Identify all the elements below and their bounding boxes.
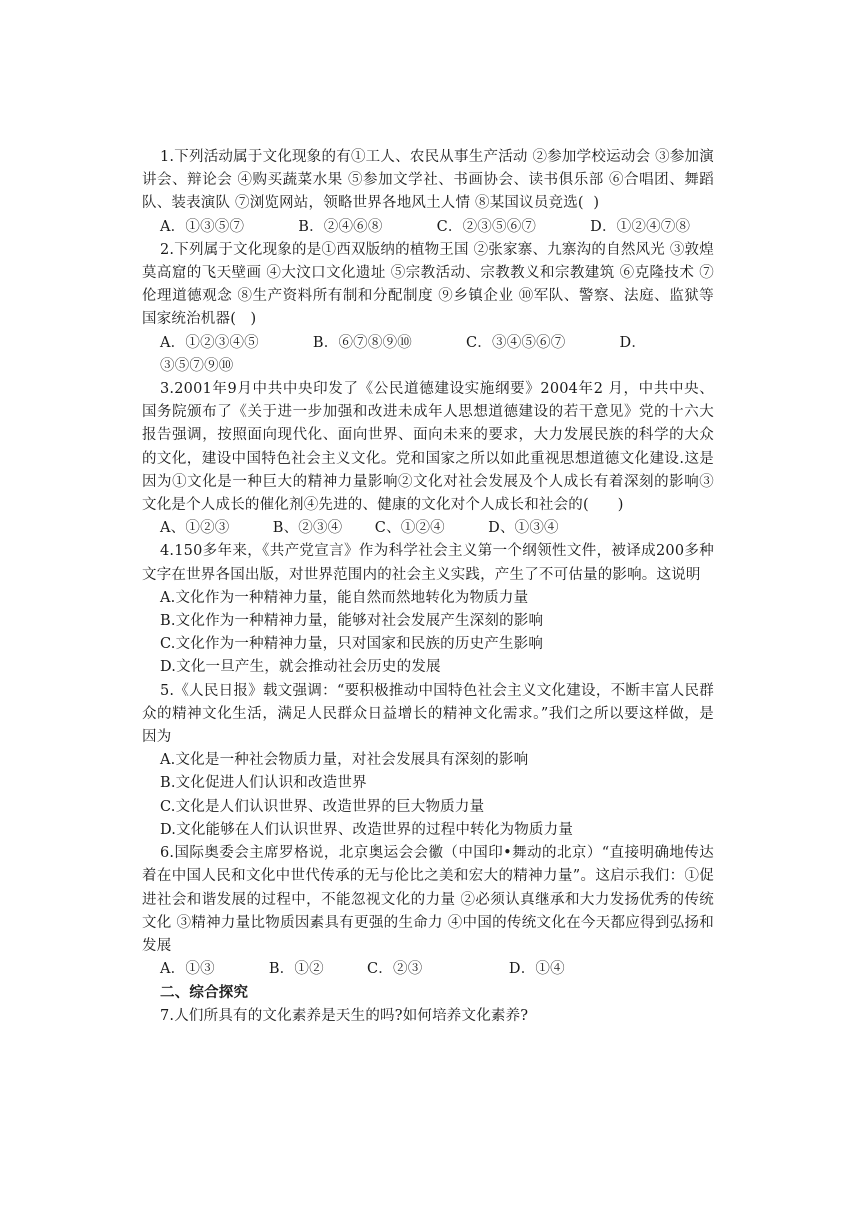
document-body (142, 146, 714, 1028)
section-heading: 二、综合探究 (160, 984, 249, 1002)
question-5-option-b: B.文化促进人们认识和改造世界 (160, 775, 367, 792)
question-5-option-c: C.文化是人们认识世界、改造世界的巨大物质力量 (160, 798, 485, 815)
question-2-options: A．①②③④⑤ B．⑥⑦⑧⑨⑩ C．③④⑤⑥⑦ D．③⑤⑦⑨⑩ (160, 334, 647, 374)
question-4-option-a: A.文化作为一种精神力量，能自然而然地转化为物质力量 (160, 589, 529, 606)
question-1-stem: 1.下列活动属于文化现象的有①工人、农民从事生产活动 ②参加学校运动会 ③参加演讲会、辩论会 ④购买蔬菜水果 ⑤参加文学社、书画协会、读书俱乐部 ⑥合唱团、舞蹈队、装表演队 ⑦浏览网站，领略世界各地风土人情 ⑧某国议员竞选( ) (142, 149, 714, 212)
question-5-option-a: A.文化是一种社会物质力量，对社会发展具有深刻的影响 (160, 752, 529, 769)
question-5-option-d: D.文化能够在人们认识世界、改造世界的过程中转化为物质力量 (160, 821, 574, 838)
question-4-option-d: D.文化一旦产生，就会推动社会历史的发展 (160, 659, 441, 676)
question-3-options: A、①②③ B、②③④ C、①②④ D、①③④ (160, 520, 559, 537)
question-6-options: A．①③ B．①② C．②③ D．①④ (160, 961, 565, 978)
question-7: 7.人们所具有的文化素养是天生的吗?如何培养文化素养? (160, 1007, 529, 1024)
question-1-options: A．①③⑤⑦ B．②④⑥⑧ C．②③⑤⑥⑦ D．①②④⑦⑧ (160, 218, 691, 235)
question-4-option-c: C.文化作为一种精神力量，只对国家和民族的历史产生影响 (160, 636, 544, 653)
question-2-stem: 2.下列属于文化现象的是①西双版纳的植物王国 ②张家寨、九寨沟的自然风光 ③敦煌莫高窟的飞天壁画 ④大汶口文化遗址 ⑤宗教活动、宗教教义和宗教建筑 ⑥克隆技术 ⑦伦理道德观念 ⑧生产资料所有制和分配制度 ⑨乡镇企业 ⑩军队、警察、法庭、监狱等国家统治机器( ) (142, 241, 714, 328)
question-5-stem: 5.《人民日报》载文强调：“要积极推动中国特色社会主义文化建设，不断丰富人民群众的精神文化生活，满足人民群众日益增长的精神文化需求。”我们之所以要这样做，是因为 (142, 682, 714, 746)
question-4-option-b: B.文化作为一种精神力量，能够对社会发展产生深刻的影响 (160, 613, 544, 630)
question-6-stem: 6.国际奥委会主席罗格说，北京奥运会会徽（中国印•舞动的北京）“直接明确地传达着在中国人民和文化中世代传承的无与伦比之美和宏大的精神力量”。这启示我们：①促进社会和谐发展的过程中，不能忽视文化的力量 ②必须认真继承和大力发扬优秀的传统文化 ③精神力量比物质因素具有更强的生命力 ④中国的传统文化在今天都应得到弘扬和发展 (142, 845, 714, 954)
question-3-stem: 3.2001年9月中共中央印发了《公民道德建设实施纲要》2004年2 月，中共中央、国务院颁布了《关于进一步加强和改进未成年人思想道德建设的若干意见》党的十六大报告强调，按照面向现代化、面向世界、面向未来的要求，大力发展民族的科学的大众的文化，建设中国特色社会主义文化。党和国家之所以如此重视思想道德文化建设.这是因为①文化是一种巨大的精神力量影响②文化对社会发展及个人成长有着深刻的影响③文化是个人成长的催化剂④先进的、健康的文化对个人成长和社会的( ) (142, 381, 714, 514)
question-4-stem: 4.150多年来，《共产党宣言》作为科学社会主义第一个纲领性文件，被译成200多种文字在世界各国出版，对世界范围内的社会主义实践，产生了不可估量的影响。这说明 (142, 543, 714, 583)
